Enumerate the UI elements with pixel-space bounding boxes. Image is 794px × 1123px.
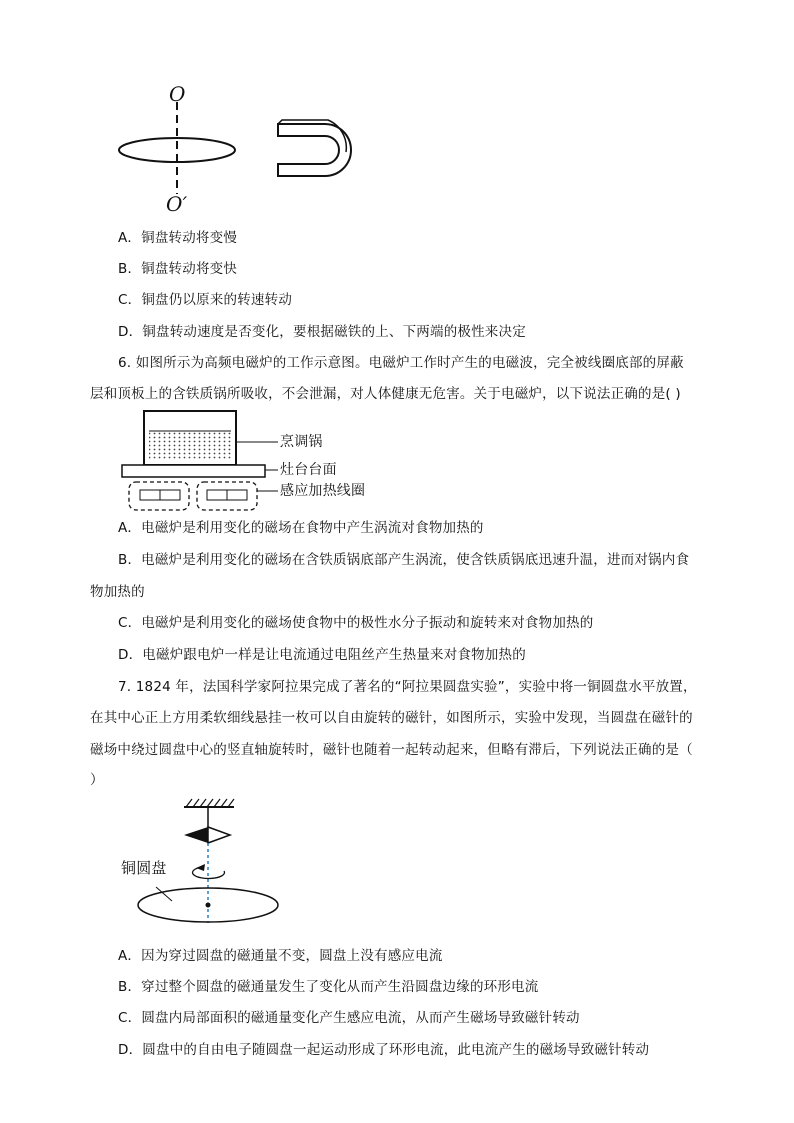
q6-option-b-line2: 物加热的 bbox=[90, 584, 145, 600]
q7-stem-line4: ） bbox=[90, 772, 104, 788]
q7-option-d: D．圆盘中的自由电子随圆盘一起运动形成了环形电流，此电流产生的磁场导致磁针转动 bbox=[118, 1042, 650, 1058]
q5-option-d: D．铜盘转动速度是否变化，要根据磁铁的上、下两端的极性来决定 bbox=[118, 324, 526, 340]
q7-option-c: C．圆盘内局部面积的磁通量变化产生感应电流，从而产生磁场导致磁针转动 bbox=[118, 1010, 580, 1026]
induction-cooker-diagram bbox=[118, 408, 278, 514]
stove-top bbox=[122, 465, 265, 477]
ceiling-hatch bbox=[186, 799, 234, 807]
q7-option-a: A．因为穿过圆盘的磁通量不变，圆盘上没有感应电流 bbox=[118, 948, 443, 964]
q6-stem-line1: 6. 如图所示为高频电磁炉的工作示意图。电磁炉工作时产生的电磁波，完全被线圈底部的屏蔽 bbox=[118, 355, 684, 371]
magnet-needle-light bbox=[208, 827, 230, 843]
figure-disk-magnet bbox=[110, 82, 360, 217]
magnet-needle-dark bbox=[184, 827, 208, 843]
q7-stem-line3: 磁场中绕过圆盘中心的竖直轴旋转时，磁针也随着一起转动起来，但略有滞后，下列说法正确的是（ bbox=[90, 742, 693, 758]
label-stove: 灶台台面 bbox=[280, 462, 337, 478]
label-coil: 感应加热线圈 bbox=[280, 483, 366, 499]
q5-option-a: A．铜盘转动将变慢 bbox=[118, 230, 238, 246]
q6-option-a: A．电磁炉是利用变化的磁场在食物中产生涡流对食物加热的 bbox=[118, 520, 484, 536]
disk-center bbox=[206, 903, 211, 908]
q7-stem-line1: 7. 1824 年，法国科学家阿拉果完成了著名的“阿拉果圆盘实验”，实验中将一铜圆盘水平放置， bbox=[118, 679, 697, 695]
disk-magnet-diagram bbox=[110, 82, 360, 217]
figure-induction-cooker bbox=[118, 408, 278, 514]
q6-option-d: D．电磁炉跟电炉一样是让电流通过电阻丝产生热量来对食物加热的 bbox=[118, 647, 526, 663]
label-copper-disk: 铜圆盘 bbox=[121, 859, 167, 877]
pot-food bbox=[149, 431, 231, 460]
q6-stem-line2: 层和顶板上的含铁质锅所吸收，不会泄漏，对人体健康无危害。关于电磁炉，以下说法正确的是( ) bbox=[90, 386, 681, 402]
u-magnet bbox=[278, 124, 351, 176]
q6-option-c: C．电磁炉是利用变化的磁场使食物中的极性水分子振动和旋转来对食物加热的 bbox=[118, 615, 594, 631]
q5-option-b: B．铜盘转动将变快 bbox=[118, 261, 238, 277]
axis-label-bottom: O′ bbox=[166, 192, 188, 216]
q7-stem-line2: 在其中心正上方用柔软细线悬挂一枚可以自由旋转的磁针，如图所示，实验中发现，当圆盘在磁针的 bbox=[90, 710, 693, 726]
axis-label-top: O bbox=[169, 82, 186, 106]
disk-leader bbox=[156, 887, 172, 901]
label-pot: 烹调锅 bbox=[280, 434, 323, 450]
q7-option-b: B．穿过整个圆盘的磁通量发生了变化从而产生沿圆盘边缘的环形电流 bbox=[118, 979, 539, 995]
q5-option-c: C．铜盘仍以原来的转速转动 bbox=[118, 292, 293, 308]
q6-option-b-line1: B．电磁炉是利用变化的磁场在含铁质锅底部产生涡流，使含铁质锅底迅速升温，进而对锅内食 bbox=[118, 552, 690, 568]
